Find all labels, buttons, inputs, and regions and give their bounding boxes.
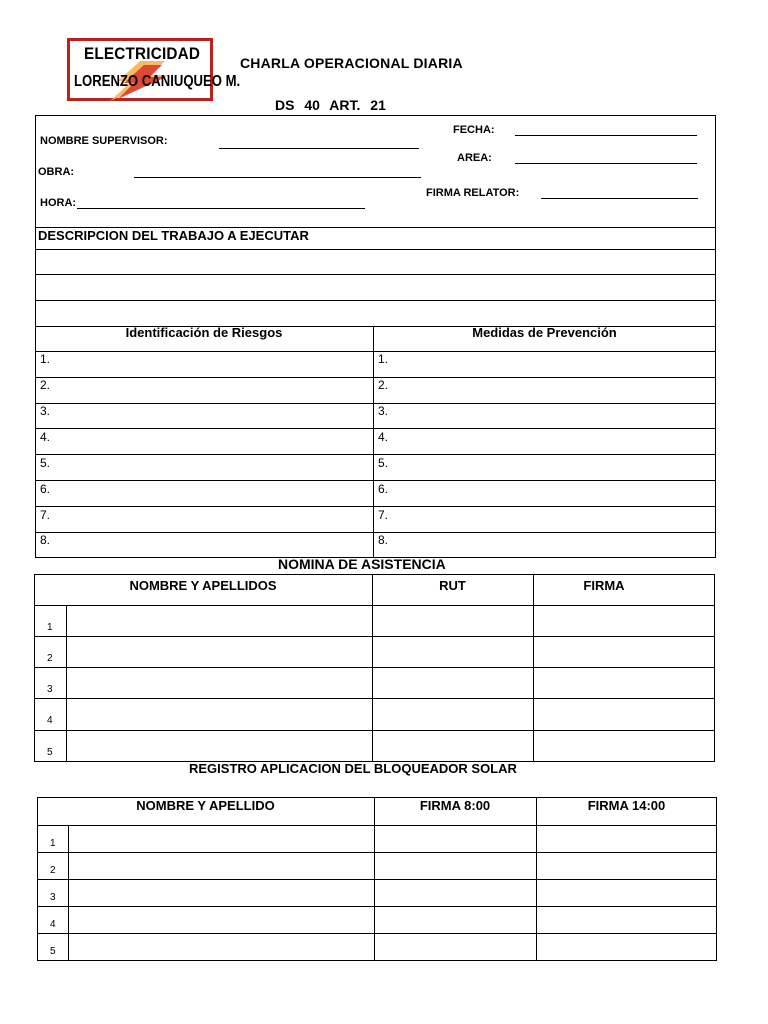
bloqueador-header-nombre: NOMBRE Y APELLIDO <box>136 798 275 813</box>
riesgo-row-number: 2. <box>40 378 51 392</box>
divider <box>35 300 716 301</box>
obra-label: OBRA: <box>38 166 75 178</box>
descripcion-label: DESCRIPCION DEL TRABAJO A EJECUTAR <box>38 228 309 243</box>
column-divider <box>372 574 373 762</box>
hora-label: HORA: <box>40 197 77 209</box>
divider <box>35 480 716 481</box>
column-divider <box>373 326 374 558</box>
hora-field[interactable] <box>77 208 365 209</box>
document-subtitle: DS 40 ART. 21 <box>275 97 386 113</box>
divider <box>35 403 716 404</box>
divider <box>35 377 716 378</box>
divider <box>34 667 715 668</box>
prevencion-row-number: 8. <box>378 533 389 547</box>
riesgo-row-number: 8. <box>40 533 51 547</box>
divider <box>34 605 715 606</box>
prevencion-row-number: 7. <box>378 508 389 522</box>
firma-relator-field[interactable] <box>541 198 698 199</box>
company-logo <box>67 38 241 101</box>
nomina-title: NOMINA DE ASISTENCIA <box>278 556 446 572</box>
divider <box>35 454 716 455</box>
firma-relator-label: FIRMA RELATOR: <box>426 187 520 199</box>
column-divider <box>68 825 69 961</box>
logo-line-1: ELECTRICIDAD <box>84 44 201 63</box>
column-divider <box>66 605 67 762</box>
nomina-table <box>34 574 715 762</box>
riesgo-row-number: 4. <box>40 430 51 444</box>
divider <box>37 933 717 934</box>
bloqueador-title: REGISTRO APLICACION DEL BLOQUEADOR SOLAR <box>189 761 517 776</box>
nombre-supervisor-field[interactable] <box>219 148 419 149</box>
nomina-header-firma: FIRMA <box>583 578 625 593</box>
riesgo-row-number: 6. <box>40 482 51 496</box>
prevencion-row-number: 5. <box>378 456 389 470</box>
divider <box>37 852 717 853</box>
nomina-header-rut: RUT <box>439 578 466 593</box>
prevencion-row-number: 3. <box>378 404 389 418</box>
bloqueador-header-firma-8: FIRMA 8:00 <box>419 798 491 813</box>
area-label: AREA: <box>457 152 492 164</box>
divider <box>34 730 715 731</box>
riesgo-row-number: 3. <box>40 404 51 418</box>
obra-field[interactable] <box>134 177 421 178</box>
document-title: CHARLA OPERACIONAL DIARIA <box>240 55 463 71</box>
divider <box>35 506 716 507</box>
divider <box>35 428 716 429</box>
divider <box>35 274 716 275</box>
prevencion-row-number: 2. <box>378 378 389 392</box>
divider <box>34 636 715 637</box>
divider <box>37 879 717 880</box>
divider <box>35 532 716 533</box>
prevencion-row-number: 4. <box>378 430 389 444</box>
prevencion-row-number: 6. <box>378 482 389 496</box>
nomina-row-number: 5 <box>47 747 53 758</box>
divider <box>37 825 717 826</box>
nomina-row-number: 3 <box>47 684 53 695</box>
riesgos-header: Identificación de Riesgos <box>125 325 283 340</box>
bloqueador-row-number: 2 <box>50 865 56 876</box>
nomina-row-number: 1 <box>47 622 53 633</box>
bloqueador-row-number: 3 <box>50 892 56 903</box>
fecha-label: FECHA: <box>453 124 495 136</box>
nomina-header-nombre: NOMBRE Y APELLIDOS <box>129 578 277 593</box>
bloqueador-row-number: 1 <box>50 838 56 849</box>
column-divider <box>533 574 534 762</box>
riesgo-row-number: 1. <box>40 352 51 366</box>
divider <box>34 698 715 699</box>
prevencion-header: Medidas de Prevención <box>472 325 617 340</box>
bloqueador-header-firma-14: FIRMA 14:00 <box>587 798 666 813</box>
divider <box>37 906 717 907</box>
nomina-row-number: 4 <box>47 715 53 726</box>
nomina-row-number: 2 <box>47 653 53 664</box>
bloqueador-row-number: 5 <box>50 946 56 957</box>
divider <box>35 351 716 352</box>
logo-line-2: LORENZO CANIUQUEO M. <box>74 73 241 90</box>
divider <box>35 249 716 250</box>
nombre-supervisor-label: NOMBRE SUPERVISOR: <box>40 135 168 147</box>
riesgo-row-number: 7. <box>40 508 51 522</box>
area-field[interactable] <box>515 163 697 164</box>
riesgo-row-number: 5. <box>40 456 51 470</box>
prevencion-row-number: 1. <box>378 352 389 366</box>
fecha-field[interactable] <box>515 135 697 136</box>
bloqueador-row-number: 4 <box>50 919 56 930</box>
